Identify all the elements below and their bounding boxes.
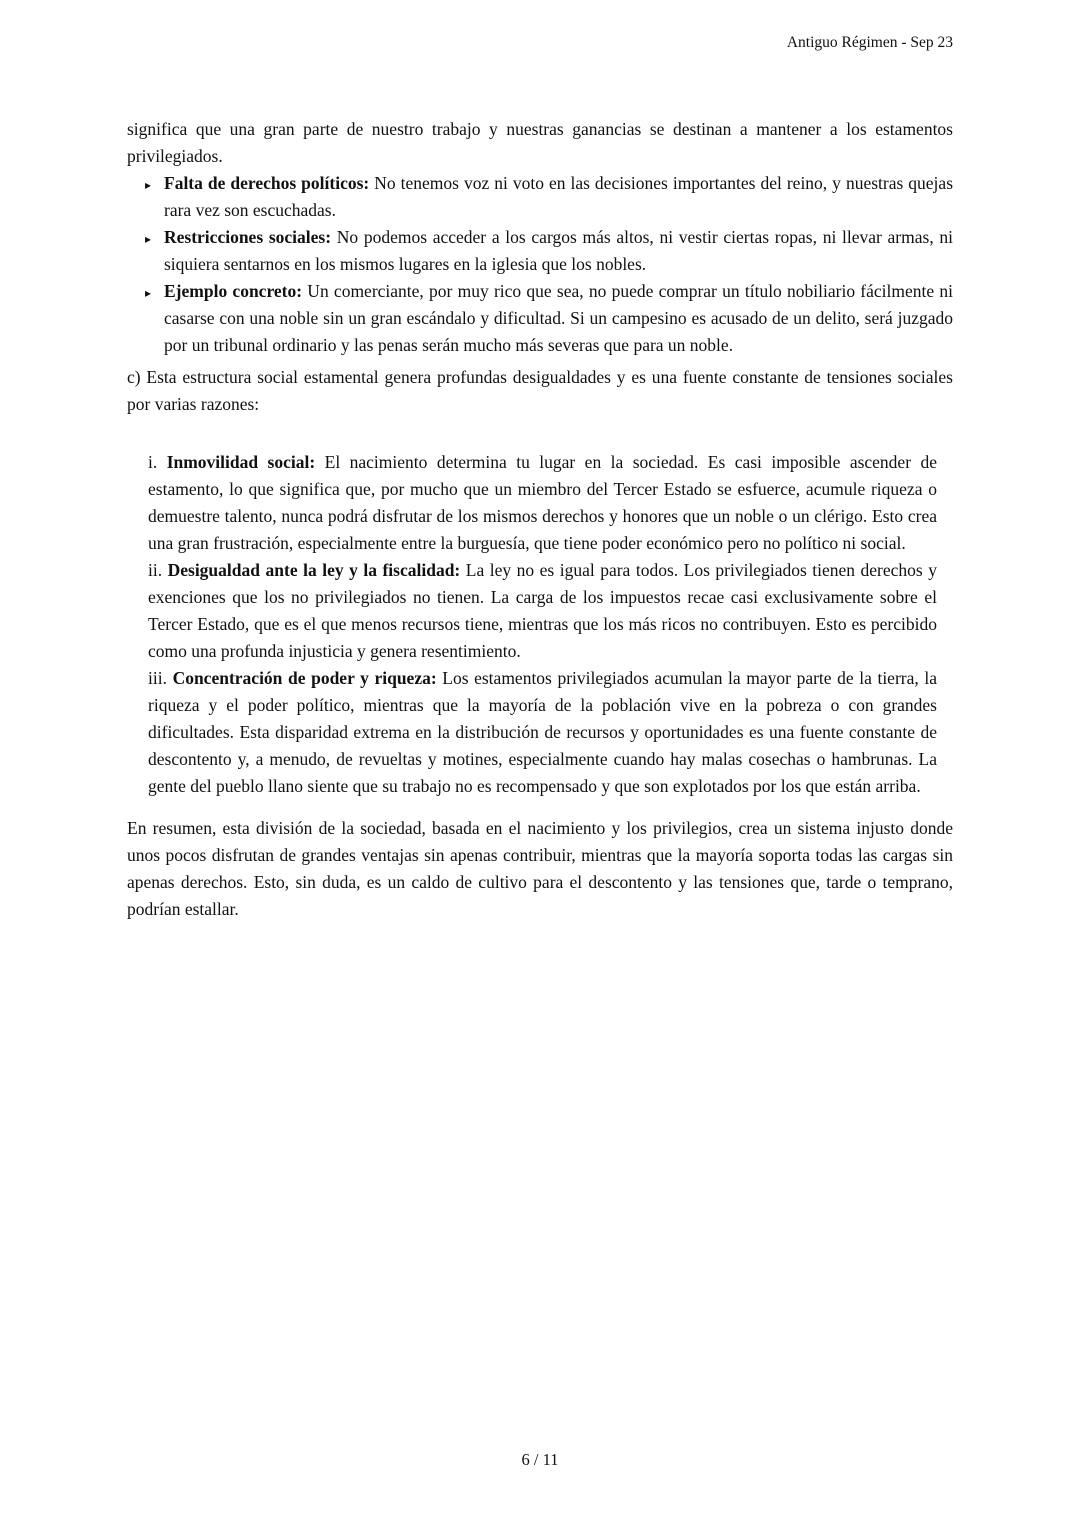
- page-number: 6 / 11: [521, 1450, 559, 1469]
- reason-text: El nacimiento determina tu lugar en la sociedad. Es casi imposible ascender de estamento, lo que significa que, por mucho que un miembro del Tercer Estado se esfuerce, acumule riqueza o demuestre talento, nunca podrá disfrutar de los mismos derechos y honores que un noble o un clérigo. Esto crea una gran frustración, especialmente entre la burguesía, que tiene poder económico pero no político ni social.: [148, 452, 937, 553]
- reason-text: La ley no es igual para todos. Los privilegiados tienen derechos y exenciones que los no privilegiados no tienen. La carga de los impuestos recae casi exclusivamente sobre el Tercer Estado, que es el que menos recursos tiene, mientras que los más ricos no contribuyen. Esto es percibido como una profunda injusticia y genera resentimiento.: [148, 560, 937, 661]
- bullet-list: [127, 170, 953, 359]
- triangle-bullet-icon: ▸: [145, 286, 152, 300]
- paragraph-c: c) Esta estructura social estamental genera profundas desigualdades y es una fuente constante de tensiones sociales por varias razones:: [127, 367, 953, 414]
- reason-label: Concentración de poder y riqueza:: [172, 668, 437, 688]
- continuation-paragraph: significa que una gran parte de nuestro trabajo y nuestras ganancias se destinan a mantener a los estamentos privilegiados.: [127, 119, 953, 166]
- bullet-item: [145, 224, 954, 278]
- bullet-text: No tenemos voz ni voto en las decisiones importantes del reino, y nuestras quejas rara vez son escuchadas.: [164, 173, 953, 220]
- reason-item: [148, 449, 937, 557]
- bullet-item: [145, 278, 953, 359]
- bullet-label: Ejemplo concreto:: [164, 281, 303, 301]
- reason-numeral: iii.: [148, 668, 173, 688]
- bullet-item: [145, 170, 953, 224]
- triangle-bullet-icon: ▸: [145, 232, 152, 246]
- bullet-label: Falta de derechos políticos:: [164, 173, 370, 193]
- reason-item: [148, 557, 937, 665]
- bullet-label: Restricciones sociales:: [164, 227, 332, 247]
- reason-list: [148, 449, 937, 800]
- bullet-text: No podemos acceder a los cargos más altos, ni vestir ciertas ropas, ni llevar armas, ni siquiera sentarnos en los mismos lugares en la iglesia que los nobles.: [164, 227, 954, 274]
- reason-item: [148, 665, 937, 800]
- document-header: Antiguo Régimen - Sep 23: [786, 34, 953, 51]
- reason-text: Los estamentos privilegiados acumulan la mayor parte de la tierra, la riqueza y el poder político, mientras que la mayoría de la población vive en la pobreza o con grandes dificultades. Esta disparidad extrema en la distribución de recursos y oportunidades es una fuente constante de descontento y, a menudo, de revueltas y motines, especialmente cuando hay malas cosechas o hambrunas. La gente del pueblo llano siente que su trabajo no es recompensado y que son explotados por los que están arriba.: [148, 668, 937, 796]
- bullet-text: Un comerciante, por muy rico que sea, no puede comprar un título nobiliario fácilmente ni casarse con una noble sin un gran escándalo y dificultad. Si un campesino es acusado de un delito, será juzgado por un tribunal ordinario y las penas serán mucho más severas que para un noble.: [164, 281, 953, 355]
- triangle-bullet-icon: ▸: [145, 178, 152, 192]
- reason-label: Inmovilidad social:: [166, 452, 316, 472]
- reason-numeral: i.: [148, 452, 167, 472]
- closing-paragraph: En resumen, esta división de la sociedad, basada en el nacimiento y los privilegios, crea un sistema injusto donde unos pocos disfrutan de grandes ventajas sin apenas contribuir, mientras que la mayoría soporta todas las cargas sin apenas derechos. Esto, sin duda, es un caldo de cultivo para el descontento y las tensiones que, tarde o temprano, podrían estallar.: [127, 818, 953, 919]
- reason-label: Desigualdad ante la ley y la fiscalidad:: [167, 560, 461, 580]
- reason-numeral: ii.: [148, 560, 168, 580]
- document-content: [127, 116, 953, 923]
